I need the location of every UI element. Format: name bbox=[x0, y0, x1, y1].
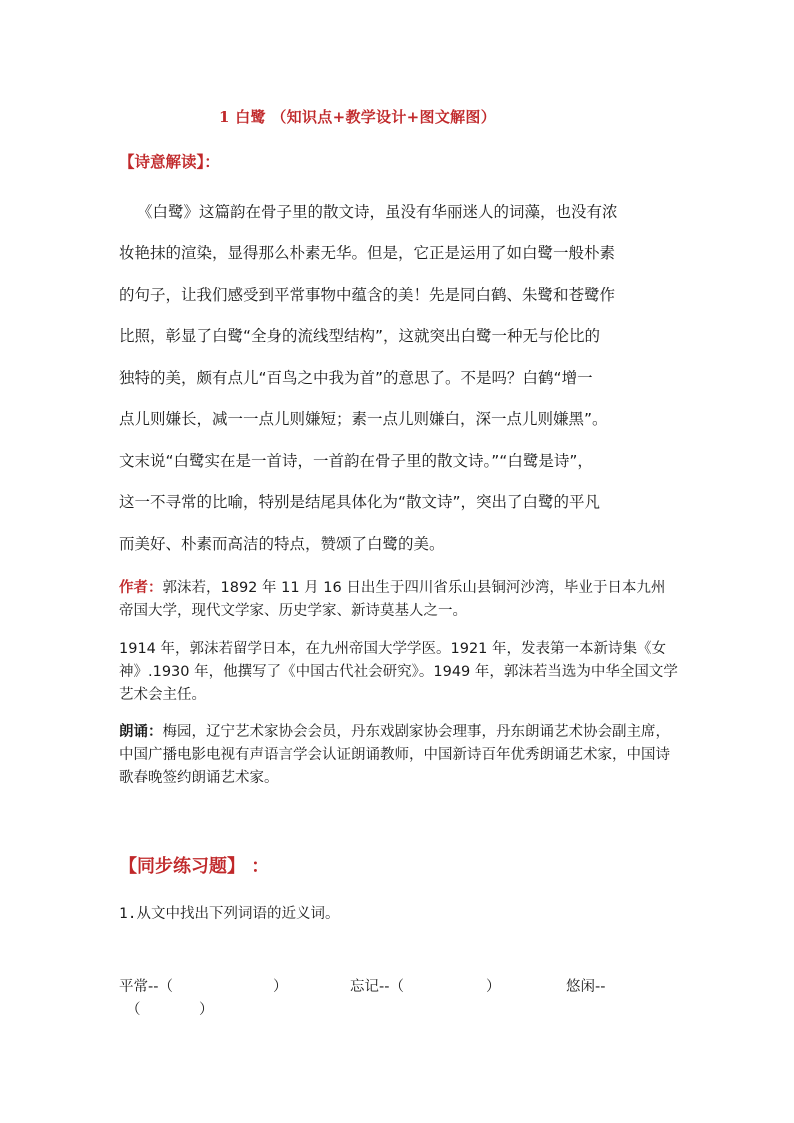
paragraph-line: 的句子，让我们感受到平常事物中蕴含的美！先是同白鹤、朱鹭和苍鹭作 bbox=[119, 286, 616, 304]
reader-label: 朗诵： bbox=[119, 724, 163, 740]
bio-paragraph bbox=[119, 638, 679, 707]
paragraph-line: 妆艳抹的渲染，显得那么朴素无华。但是，它正是运用了如白鹭一般朴素 bbox=[119, 244, 616, 262]
blank-2-label: 忘记--（ bbox=[350, 979, 404, 995]
paragraph-line: 文末说“白鹭实在是一首诗，一首韵在骨子里的散文诗。”“白鹭是诗”， bbox=[119, 452, 593, 470]
paragraph-line: 比照，彰显了白鹭“全身的流线型结构”，这就突出白鹭一种无与伦比的 bbox=[119, 327, 601, 345]
bio-text: 1914 年，郭沫若留学日本，在九州帝国大学学医。1921 年，发表第一本新诗集《女神》.1930 年，他撰写了《中国古代社会研究》。1949 年，郭沫若当选为中华全国文学艺术会主任。 bbox=[119, 641, 678, 703]
paragraph-line: 《白鹭》这篇韵在骨子里的散文诗，虽没有华丽迷人的词藻，也没有浓 bbox=[137, 203, 618, 221]
blank-3-close: ） bbox=[199, 1002, 214, 1018]
reader-paragraph bbox=[119, 721, 679, 790]
blank-1-close: ） bbox=[273, 979, 288, 995]
blank-3-open: （ bbox=[126, 1002, 141, 1018]
reader-text: 梅园，辽宁艺术家协会会员，丹东戏剧家协会理事，丹东朗诵艺术协会副主席，中国广播电影电视有声语言学会认证朗诵教师，中国新诗百年优秀朗诵艺术家，中国诗歌春晚签约朗诵艺术家。 bbox=[119, 724, 670, 786]
author-paragraph bbox=[119, 577, 679, 623]
paragraph-line: 而美好、朴素而高洁的特点，赞颂了白鹭的美。 bbox=[119, 535, 445, 553]
blank-3-label: 悠闲-- bbox=[566, 979, 606, 995]
author-label: 作者： bbox=[119, 580, 163, 596]
question-1: 1.从文中找出下列词语的近义词。 bbox=[119, 906, 340, 922]
blank-1-label: 平常--（ bbox=[119, 979, 173, 995]
page-title: 1 白鹭 （知识点+教学设计+图文解图） bbox=[219, 108, 497, 126]
blank-2-close: ） bbox=[486, 979, 501, 995]
paragraph-line: 这一不寻常的比喻，特别是结尾具体化为“散文诗”，突出了白鹭的平凡 bbox=[119, 493, 601, 511]
section-heading-practice: 【同步练习题】 ： bbox=[119, 856, 270, 877]
author-text: 郭沫若，1892 年 11 月 16 日出生于四川省乐山县铜河沙湾，毕业于日本九州帝国大学，现代文学家、历史学家、新诗莫基人之一。 bbox=[119, 580, 666, 619]
section-heading-poem: 【诗意解读】： bbox=[119, 153, 220, 171]
paragraph-line: 点儿则嫌长，减一一点儿则嫌短；素一点儿则嫌白，深一点儿则嫌黑”。 bbox=[119, 410, 608, 428]
paragraph-line: 独特的美，颇有点儿“百鸟之中我为首”的意思了。不是吗？白鹤“增一 bbox=[119, 369, 593, 387]
